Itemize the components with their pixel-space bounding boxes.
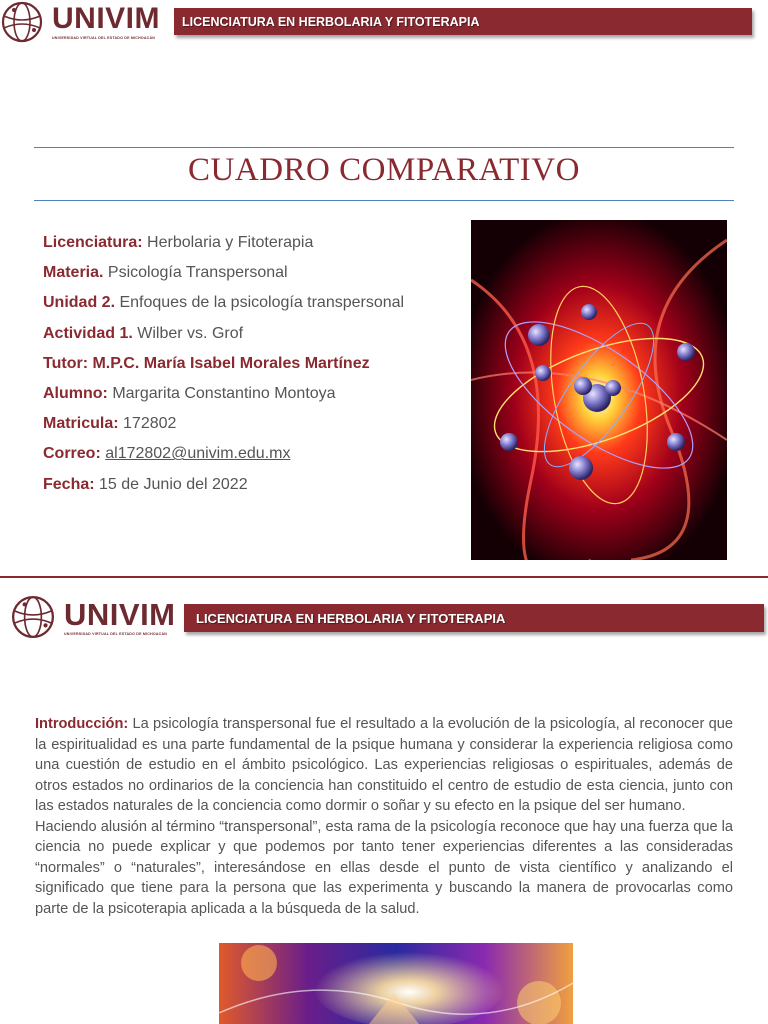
info-label: Fecha:	[43, 475, 95, 493]
info-value: 15 de Junio del 2022	[99, 475, 248, 493]
intro-paragraph	[35, 714, 733, 817]
atom-illustration	[471, 220, 727, 560]
title-bottom-rule	[34, 200, 734, 201]
info-row-correo	[43, 443, 463, 473]
intro-label: Introducción:	[35, 716, 129, 732]
info-row-licenciatura	[43, 232, 463, 262]
brand-tagline: UNIVERSIDAD VIRTUAL DEL ESTADO DE MICHOACÁN	[52, 36, 156, 40]
brand-tagline: UNIVERSIDAD VIRTUAL DEL ESTADO DE MICHOACÁN	[64, 631, 168, 636]
info-label: Correo:	[43, 445, 101, 463]
info-label: Tutor: M.P.C. María Isabel Morales Martínez	[43, 354, 370, 372]
intro-text: La psicología transpersonal fue el resultado a la evolución de la psicología, al reconocer que la espiritualidad es una parte fundamental de la psique humana y considerar la experiencia religiosa como una cuestión de estudio en el ámbito psicológico. Las experiencias religiosas o espirituales, además de otros estados no ordinarios de la conciencia han constituido el centro de estudio de esta ciencia, junto con las estados naturales de la conciencia como dormir o soñar y su efecto en la psique del ser humano.	[35, 716, 733, 814]
content-page	[0, 578, 768, 1024]
email-link[interactable]: al172802@univim.edu.mx	[105, 445, 291, 463]
info-label: Matricula:	[43, 415, 119, 433]
info-value: Enfoques de la psicología transpersonal	[119, 294, 405, 312]
info-label: Alumno:	[43, 384, 108, 402]
globe-logo-icon	[0, 0, 44, 44]
info-row-fecha	[43, 474, 463, 504]
program-header-bar	[174, 8, 752, 35]
info-value: Wilber vs. Grof	[137, 324, 244, 342]
info-value: Margarita Constantino Montoya	[112, 384, 336, 402]
globe-logo-icon	[10, 594, 56, 640]
info-row-materia	[43, 262, 463, 292]
document-title: CUADRO COMPARATIVO	[188, 152, 580, 188]
second-paragraph: Haciendo alusión al término “transpersonal”, esta rama de la psicología reconoce que hay una fuerza que la ciencia no puede explicar y que podemos por tanto tener experiencias diferentes a las consideradas “normales” o “naturales”, interesándose en ellas desde el punto de vista científico y analizando el significado que tiene para la persona que las experimenta y buscando la manera de provocarlas como parte de la psicoterapia aplicada a la búsqueda de la salud.	[35, 818, 733, 917]
info-row-alumno	[43, 383, 463, 413]
cosmic-illustration-icon	[219, 943, 573, 1024]
info-row-actividad	[43, 323, 463, 353]
info-label: Materia.	[43, 264, 104, 282]
program-header-bar	[184, 604, 764, 632]
cover-info-list	[43, 232, 463, 504]
info-row-tutor	[43, 353, 463, 383]
info-value: Herbolaria y Fitoterapia	[147, 234, 314, 251]
brand-name: UNIVIM	[52, 2, 160, 35]
univim-logo	[0, 0, 160, 44]
introduction-section	[35, 714, 733, 919]
info-value: Psicología Transpersonal	[107, 264, 288, 282]
info-label: Licenciatura:	[43, 234, 143, 251]
title-top-rule	[34, 147, 734, 148]
info-row-unidad	[43, 292, 463, 322]
info-label: Unidad 2.	[43, 294, 116, 312]
program-header-text: LICENCIATURA EN HERBOLARIA Y FITOTERAPIA	[196, 610, 506, 626]
atom-illustration-icon	[471, 220, 727, 560]
info-label: Actividad 1.	[43, 324, 133, 342]
program-header-text: LICENCIATURA EN HERBOLARIA Y FITOTERAPIA	[182, 14, 480, 29]
cosmic-illustration	[219, 943, 573, 1024]
info-value: 172802	[123, 415, 177, 433]
univim-logo	[10, 594, 176, 640]
brand-name: UNIVIM	[64, 596, 176, 632]
info-row-matricula	[43, 413, 463, 443]
